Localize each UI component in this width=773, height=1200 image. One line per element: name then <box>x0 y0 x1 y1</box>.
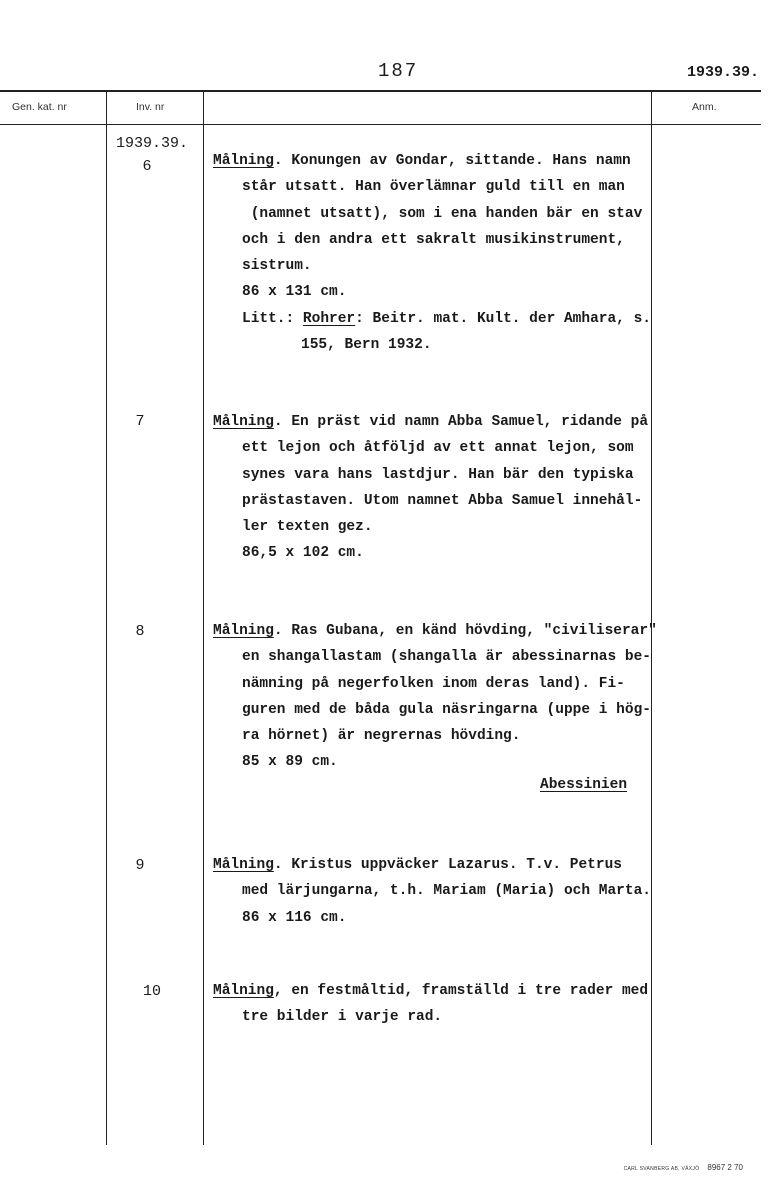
catalog-reference: 1939.39. <box>686 64 759 81</box>
entry-text-line: . En präst vid namn Abba Samuel, ridande på <box>273 414 649 430</box>
inventory-number: 6 <box>142 158 152 175</box>
entry-literature <box>213 306 651 332</box>
entry-dimensions: 86,5 x 102 cm. <box>242 545 364 562</box>
entry-text-line: (namnet utsatt), som i ena handen bär en stav <box>242 205 643 222</box>
entry-text-line: sistrum. <box>242 258 312 275</box>
inventory-number: 8 <box>135 623 145 640</box>
entry-label: Målning <box>213 857 274 873</box>
catalog-entry <box>213 852 651 931</box>
entry-dimensions: 85 x 89 cm. <box>242 754 338 771</box>
entry-text-line: . Konungen av Gondar, sittande. Hans namn <box>273 153 631 169</box>
entry-dimensions: 86 x 116 cm. <box>242 909 347 926</box>
entry-label: Målning <box>213 153 274 169</box>
catalog-entry <box>213 148 651 358</box>
entry-text-line: tre bilder i varje rad. <box>242 1009 443 1026</box>
inventory-prefix: 1939.39. <box>116 135 189 152</box>
entry-text-line: synes vara hans lastdjur. Han bär den typiska <box>242 466 634 483</box>
header-bottom-rule <box>0 124 761 125</box>
entry-text-line: , en festmåltid, framställd i tre rader med <box>273 983 649 999</box>
entry-text-line: och i den andra ett sakralt musikinstrument, <box>242 231 625 248</box>
catalog-entry <box>213 409 648 567</box>
literature-author: Rohrer <box>302 310 356 327</box>
column-header-anm: Anm. <box>692 101 717 113</box>
column-divider-main <box>203 91 204 1145</box>
entry-label: Målning <box>213 623 274 639</box>
form-code: 8967 2 70 <box>707 1163 743 1172</box>
page-number: 187 <box>378 60 419 82</box>
entry-text-line: en shangallastam (shangalla är abessinarnas be- <box>242 649 651 666</box>
entry-text-line: med lärjungarna, t.h. Mariam (Maria) och Marta. <box>242 883 651 900</box>
header-top-rule <box>0 90 761 92</box>
entry-text-line: . Kristus uppväcker Lazarus. T.v. Petrus <box>273 857 622 873</box>
literature-reference-cont: 155, Bern 1932. <box>301 337 432 354</box>
inventory-number: 9 <box>135 857 145 874</box>
entry-text-line: . Ras Gubana, en känd hövding, "civiliserar" <box>273 623 657 639</box>
column-header-gen-kat: Gen. kat. nr <box>12 101 67 113</box>
region-label: Abessinien <box>540 777 628 793</box>
entry-text-line: ra hörnet) är negrernas hövding. <box>242 728 521 745</box>
inventory-number: 7 <box>135 413 145 430</box>
entry-label: Målning <box>213 983 274 999</box>
entry-text-line: ett lejon och åtföljd av ett annat lejon, som <box>242 440 634 457</box>
inventory-number: 10 <box>142 983 161 1000</box>
column-header-inv: Inv. nr <box>136 101 165 113</box>
entry-text-line: nämning på negerfolken inom deras land). Fi- <box>242 675 625 692</box>
column-divider-inv <box>106 91 107 1145</box>
literature-reference: : Beitr. mat. Kult. der Amhara, s. <box>355 310 651 327</box>
entry-text-line: står utsatt. Han överlämnar guld till en man <box>242 179 625 196</box>
entry-text-line: ler texten gez. <box>242 519 373 536</box>
literature-prefix: Litt.: <box>242 310 303 327</box>
entry-label: Målning <box>213 414 274 430</box>
catalog-entry <box>213 618 657 776</box>
printer-footer <box>624 1163 743 1172</box>
entry-text-line: guren med de båda gula näsringarna (uppe i hög- <box>242 701 651 718</box>
catalog-entry <box>213 978 648 1031</box>
entry-text-line: prästastaven. Utom namnet Abba Samuel innehål- <box>242 492 643 509</box>
printer-name: CARL SVANBERG AB, VÄXJÖ <box>623 1166 700 1172</box>
entry-dimensions: 86 x 131 cm. <box>242 284 347 301</box>
